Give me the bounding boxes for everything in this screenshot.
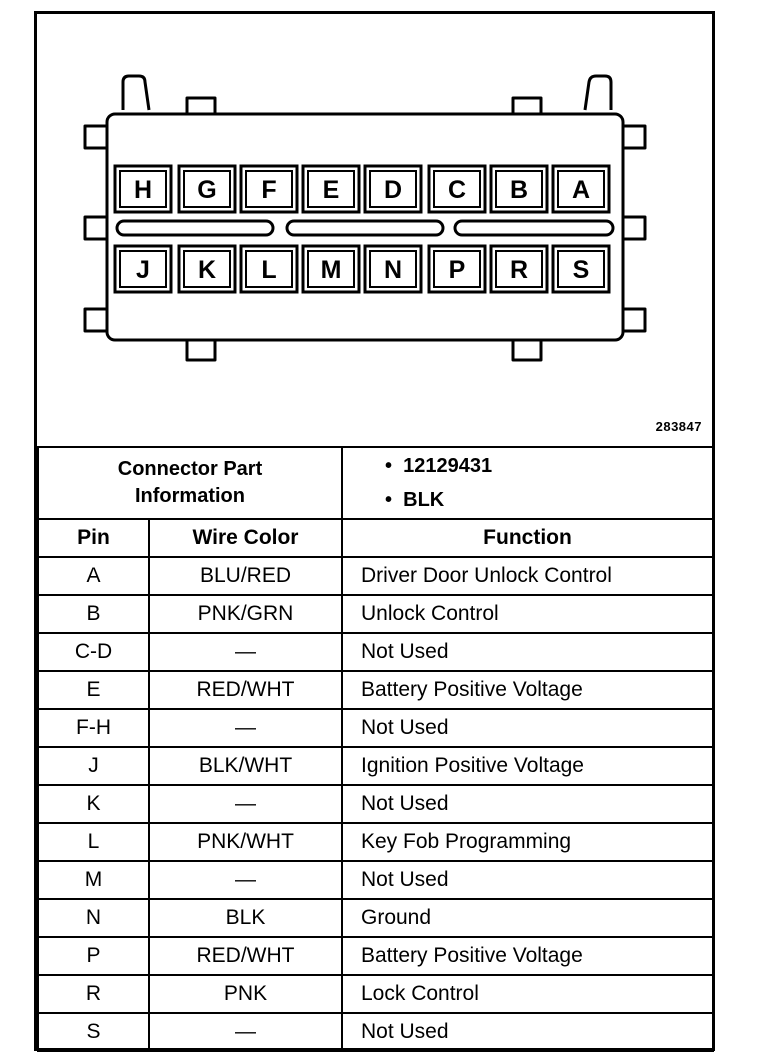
pin-column-header: Pin <box>38 519 149 557</box>
wire-color-cell: RED/WHT <box>149 671 342 709</box>
function-cell: Not Used <box>342 861 713 899</box>
table-row <box>38 823 713 861</box>
table-row <box>38 899 713 937</box>
function-cell: Battery Positive Voltage <box>342 671 713 709</box>
figure-number: 283847 <box>655 419 702 434</box>
wire-color-cell: BLU/RED <box>149 557 342 595</box>
pin-cell: E <box>38 671 149 709</box>
part-info-list <box>342 447 713 519</box>
pin-label-p: P <box>448 256 466 284</box>
pin-cell: R <box>38 975 149 1013</box>
wire-color-cell: PNK/WHT <box>149 823 342 861</box>
wire-color-cell: BLK <box>149 899 342 937</box>
function-cell: Not Used <box>342 633 713 671</box>
function-cell: Not Used <box>342 709 713 747</box>
wire-color-column-header: Wire Color <box>149 519 342 557</box>
function-cell: Not Used <box>342 785 713 823</box>
pin-cell: M <box>38 861 149 899</box>
table-row <box>38 861 713 899</box>
function-column-header: Function <box>342 519 713 557</box>
side-tab-right-mid <box>623 217 645 239</box>
table-row <box>38 671 713 709</box>
table-row <box>38 595 713 633</box>
wire-color-cell: BLK/WHT <box>149 747 342 785</box>
pin-label-h: H <box>133 176 153 204</box>
function-cell: Lock Control <box>342 975 713 1013</box>
pin-label-a: A <box>571 176 591 204</box>
part-info-label-line1: Connector Part <box>117 458 263 480</box>
function-cell: Ground <box>342 899 713 937</box>
pin-cell: C-D <box>38 633 149 671</box>
pin-cell: B <box>38 595 149 633</box>
wire-color-cell: RED/WHT <box>149 937 342 975</box>
pin-label-j: J <box>136 256 150 284</box>
part-info-label <box>38 447 342 519</box>
table-row <box>38 709 713 747</box>
table-row <box>38 975 713 1013</box>
pin-cell: L <box>38 823 149 861</box>
pin-label-k: K <box>197 256 217 284</box>
function-cell: Driver Door Unlock Control <box>342 557 713 595</box>
part-info-row <box>38 447 713 519</box>
table-row <box>38 747 713 785</box>
pin-cell: N <box>38 899 149 937</box>
pin-label-l: L <box>261 256 277 284</box>
side-tab-right-bottom <box>623 309 645 331</box>
connector-body <box>107 114 623 340</box>
side-tab-left-bottom <box>85 309 107 331</box>
table-row <box>38 785 713 823</box>
pin-label-g: G <box>197 176 217 204</box>
pin-label-m: M <box>320 256 342 284</box>
pin-label-e: E <box>322 176 340 204</box>
part-number-item: • 12129431 <box>385 455 493 477</box>
pin-cell: P <box>38 937 149 975</box>
pin-label-d: D <box>383 176 403 204</box>
pin-label-n: N <box>383 256 403 284</box>
pin-label-s: S <box>572 256 590 284</box>
side-tab-right-top <box>623 126 645 148</box>
connector-diagram <box>37 14 712 446</box>
right-latch <box>585 76 611 110</box>
connector-drawing <box>37 14 712 446</box>
part-number: 12129431 <box>403 455 493 477</box>
wire-color-cell: PNK/GRN <box>149 595 342 633</box>
wire-color-cell: — <box>149 785 342 823</box>
function-cell: Unlock Control <box>342 595 713 633</box>
pin-cell: S <box>38 1013 149 1051</box>
pin-cell: A <box>38 557 149 595</box>
pin-cell: F-H <box>38 709 149 747</box>
wire-color-cell: — <box>149 861 342 899</box>
pin-cell: K <box>38 785 149 823</box>
function-cell: Not Used <box>342 1013 713 1051</box>
wire-color-cell: — <box>149 709 342 747</box>
function-cell: Battery Positive Voltage <box>342 937 713 975</box>
function-cell: Ignition Positive Voltage <box>342 747 713 785</box>
part-info-label-line2: Information <box>135 485 245 507</box>
pin-label-r: R <box>509 256 529 284</box>
table-row <box>38 1013 713 1051</box>
pin-label-c: C <box>447 176 467 204</box>
table-row <box>38 557 713 595</box>
side-tab-left-mid <box>85 217 107 239</box>
part-color: BLK <box>403 489 445 511</box>
bottom-tab-right <box>513 340 541 360</box>
wire-color-cell: — <box>149 633 342 671</box>
connector-sheet <box>34 11 715 1051</box>
wire-color-cell: PNK <box>149 975 342 1013</box>
pin-cell: J <box>38 747 149 785</box>
bottom-tab-left <box>187 340 215 360</box>
function-cell: Key Fob Programming <box>342 823 713 861</box>
table-header-row <box>38 519 713 557</box>
pin-label-f: F <box>261 176 277 204</box>
left-latch <box>123 76 149 110</box>
side-tab-left-top <box>85 126 107 148</box>
table-row <box>38 937 713 975</box>
table-row <box>38 633 713 671</box>
wire-color-cell: — <box>149 1013 342 1051</box>
part-color-item: • BLK <box>385 489 445 511</box>
pin-label-b: B <box>509 176 529 204</box>
pinout-table <box>37 446 714 1052</box>
